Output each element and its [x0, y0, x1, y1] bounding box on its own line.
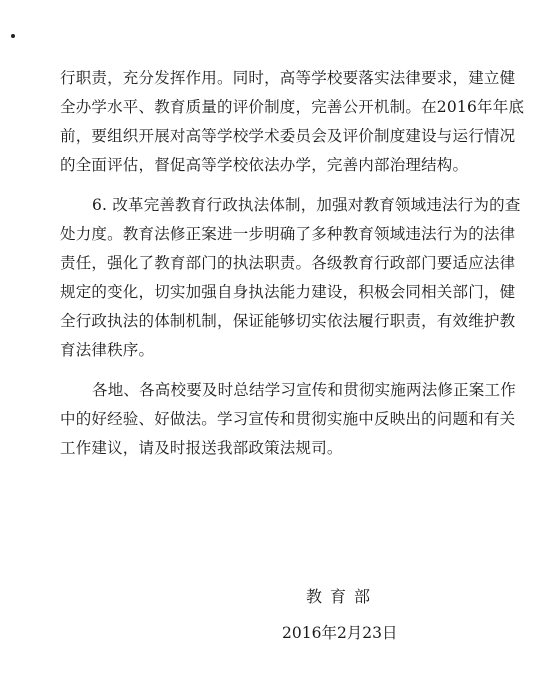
text-line: 全行政执法的体制机制，保证能够切实依法履行职责，有效维护教 — [60, 312, 516, 330]
issuing-organization: 教育部 — [306, 587, 379, 606]
text-line: 的全面评估，督促高等学校依法办学，完善内部治理结构。 — [60, 156, 469, 174]
text-line: 中的好经验、好做法。学习宣传和贯彻实施中反映出的问题和有关 — [60, 410, 516, 428]
text-line: 处力度。教育法修正案进一步明确了多种教育领域违法行为的法律 — [60, 225, 516, 243]
issue-date: 2016年2月23日 — [282, 624, 398, 642]
signature-block — [282, 586, 442, 644]
text-line: 责任，强化了教育部门的执法职责。各级教育行政部门要适应法律 — [60, 254, 516, 272]
scan-speck — [11, 34, 15, 38]
paragraph-5-tail — [60, 64, 525, 180]
paragraph-6 — [60, 191, 521, 365]
text-line: 规定的变化，切实加强自身执法能力建设，积极会同相关部门，健 — [60, 283, 516, 301]
document-body — [60, 64, 525, 463]
closing-paragraph — [60, 376, 516, 463]
text-line: 全办学水平、教育质量的评价制度，完善公开机制。在2016年年底 — [60, 98, 525, 116]
text-line: 行职责，充分发挥作用。同时，高等学校要落实法律要求，建立健 — [60, 69, 516, 87]
text-line: 6. 改革完善教育行政执法体制，加强对教育领域违法行为的查 — [92, 196, 521, 214]
text-line: 育法律秩序。 — [60, 341, 155, 359]
text-line: 各地、各高校要及时总结学习宣传和贯彻实施两法修正案工作 — [92, 381, 516, 399]
text-line: 工作建议，请及时报送我部政策法规司。 — [60, 439, 343, 457]
text-line: 前，要组织开展对高等学校学术委员会及评价制度建设与运行情况 — [60, 127, 516, 145]
